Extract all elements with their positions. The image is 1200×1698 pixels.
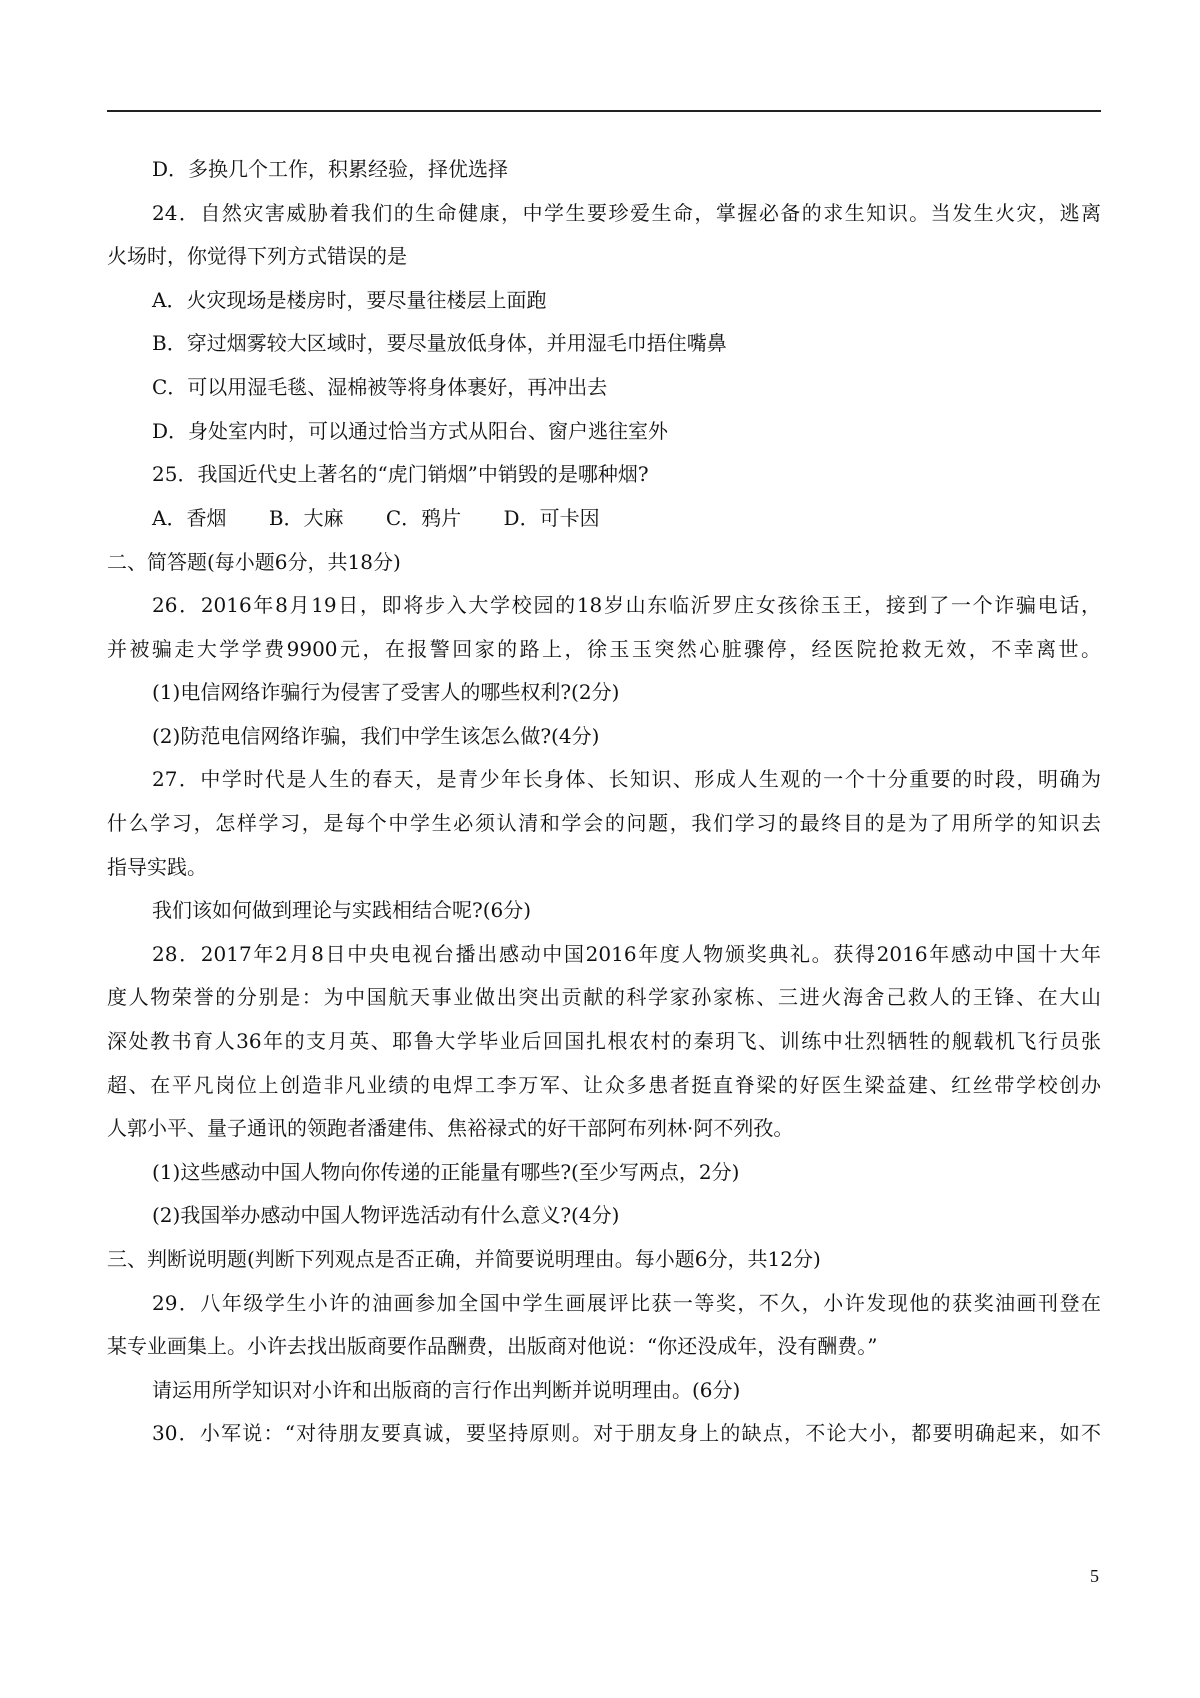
q29-sub: 请运用所学知识对小许和出版商的言行作出判断并说明理由。(6分) <box>152 1378 741 1402</box>
q25-option-d: D．可卡因 <box>503 506 600 530</box>
q30-stem-line1: 30．小军说：“对待朋友要真诚，要坚持原则。对于朋友身上的缺点，不论大小，都要明确起来，如不 <box>152 1421 1101 1445</box>
q26-stem-line1: 26．2016年8月19日，即将步入大学校园的18岁山东临沂罗庄女孩徐玉王，接到了一个诈骗电话， <box>152 593 1101 617</box>
q23-option-d: D．多换几个工作，积累经验，择优选择 <box>152 157 509 181</box>
section-3-heading: 三、判断说明题(判断下列观点是否正确，并简要说明理由。每小题6分，共12分) <box>107 1247 821 1271</box>
q27-sub: 我们该如何做到理论与实践相结合呢?(6分) <box>152 898 532 922</box>
q28-stem-line3: 深处教书育人36年的支月英、耶鲁大学毕业后回国扎根农村的秦玥飞、训练中壮烈牺牲的舰载机飞行员张 <box>107 1029 1101 1053</box>
header-rule <box>107 110 1101 112</box>
q29-stem-line1: 29．八年级学生小许的油画参加全国中学生画展评比获一等奖，不久，小许发现他的获奖油画刊登在 <box>152 1291 1101 1315</box>
q27-stem-line1: 27．中学时代是人生的春天，是青少年长身体、长知识、形成人生观的一个十分重要的时段，明确为 <box>152 767 1101 791</box>
q24-option-c: C．可以用湿毛毯、湿棉被等将身体裹好，再冲出去 <box>152 375 608 399</box>
q25-options <box>152 505 600 531</box>
q26-sub2: (2)防范电信网络诈骗，我们中学生该怎么做?(4分) <box>152 724 600 748</box>
q25-stem: 25．我国近代史上著名的“虎门销烟”中销毁的是哪种烟? <box>152 462 649 486</box>
page-number: 5 <box>1090 1566 1099 1586</box>
q27-stem-line3: 指导实践。 <box>107 855 207 879</box>
q28-stem-line1: 28．2017年2月8日中央电视台播出感动中国2016年度人物颁奖典礼。获得2016年感动中国十大年 <box>152 942 1101 966</box>
q28-sub1: (1)这些感动中国人物向你传递的正能量有哪些?(至少写两点，2分) <box>152 1160 740 1184</box>
q24-option-a: A．火灾现场是楼房时，要尽量往楼层上面跑 <box>152 288 547 312</box>
q24-stem-line2: 火场时，你觉得下列方式错误的是 <box>107 244 407 268</box>
q25-option-b: B．大麻 <box>268 506 344 530</box>
q27-stem-line2: 什么学习，怎样学习，是每个中学生必须认清和学会的问题，我们学习的最终目的是为了用所学的知识去 <box>107 811 1101 835</box>
section-2-heading: 二、简答题(每小题6分，共18分) <box>107 550 401 574</box>
q28-stem-line5: 人郭小平、量子通讯的领跑者潘建伟、焦裕禄式的好干部阿布列林·阿不列孜。 <box>107 1116 794 1140</box>
q24-option-d: D．身处室内时，可以通过恰当方式从阳台、窗户逃往室外 <box>152 419 669 443</box>
q25-option-c: C．鸦片 <box>385 506 462 530</box>
q28-sub2: (2)我国举办感动中国人物评选活动有什么意义?(4分) <box>152 1203 620 1227</box>
q28-stem-line4: 超、在平凡岗位上创造非凡业绩的电焊工李万军、让众多患者挺直脊梁的好医生梁益建、红丝带学校创办 <box>107 1073 1101 1097</box>
q26-stem-line2: 并被骗走大学学费9900元，在报警回家的路上，徐玉玉突然心脏骤停，经医院抢救无效，不幸离世。 <box>107 637 1101 661</box>
q25-option-a: A．香烟 <box>152 506 227 530</box>
q29-stem-line2: 某专业画集上。小许去找出版商要作品酬费，出版商对他说：“你还没成年，没有酬费。” <box>107 1334 878 1358</box>
q26-sub1: (1)电信网络诈骗行为侵害了受害人的哪些权利?(2分) <box>152 680 620 704</box>
q24-option-b: B．穿过烟雾较大区域时，要尽量放低身体，并用湿毛巾捂住嘴鼻 <box>152 331 727 355</box>
q28-stem-line2: 度人物荣誉的分别是：为中国航天事业做出突出贡献的科学家孙家栋、三进火海舍己救人的王锋、在大山 <box>107 985 1101 1009</box>
q24-stem-line1: 24．自然灾害威胁着我们的生命健康，中学生要珍爱生命，掌握必备的求生知识。当发生火灾，逃离 <box>152 201 1101 225</box>
